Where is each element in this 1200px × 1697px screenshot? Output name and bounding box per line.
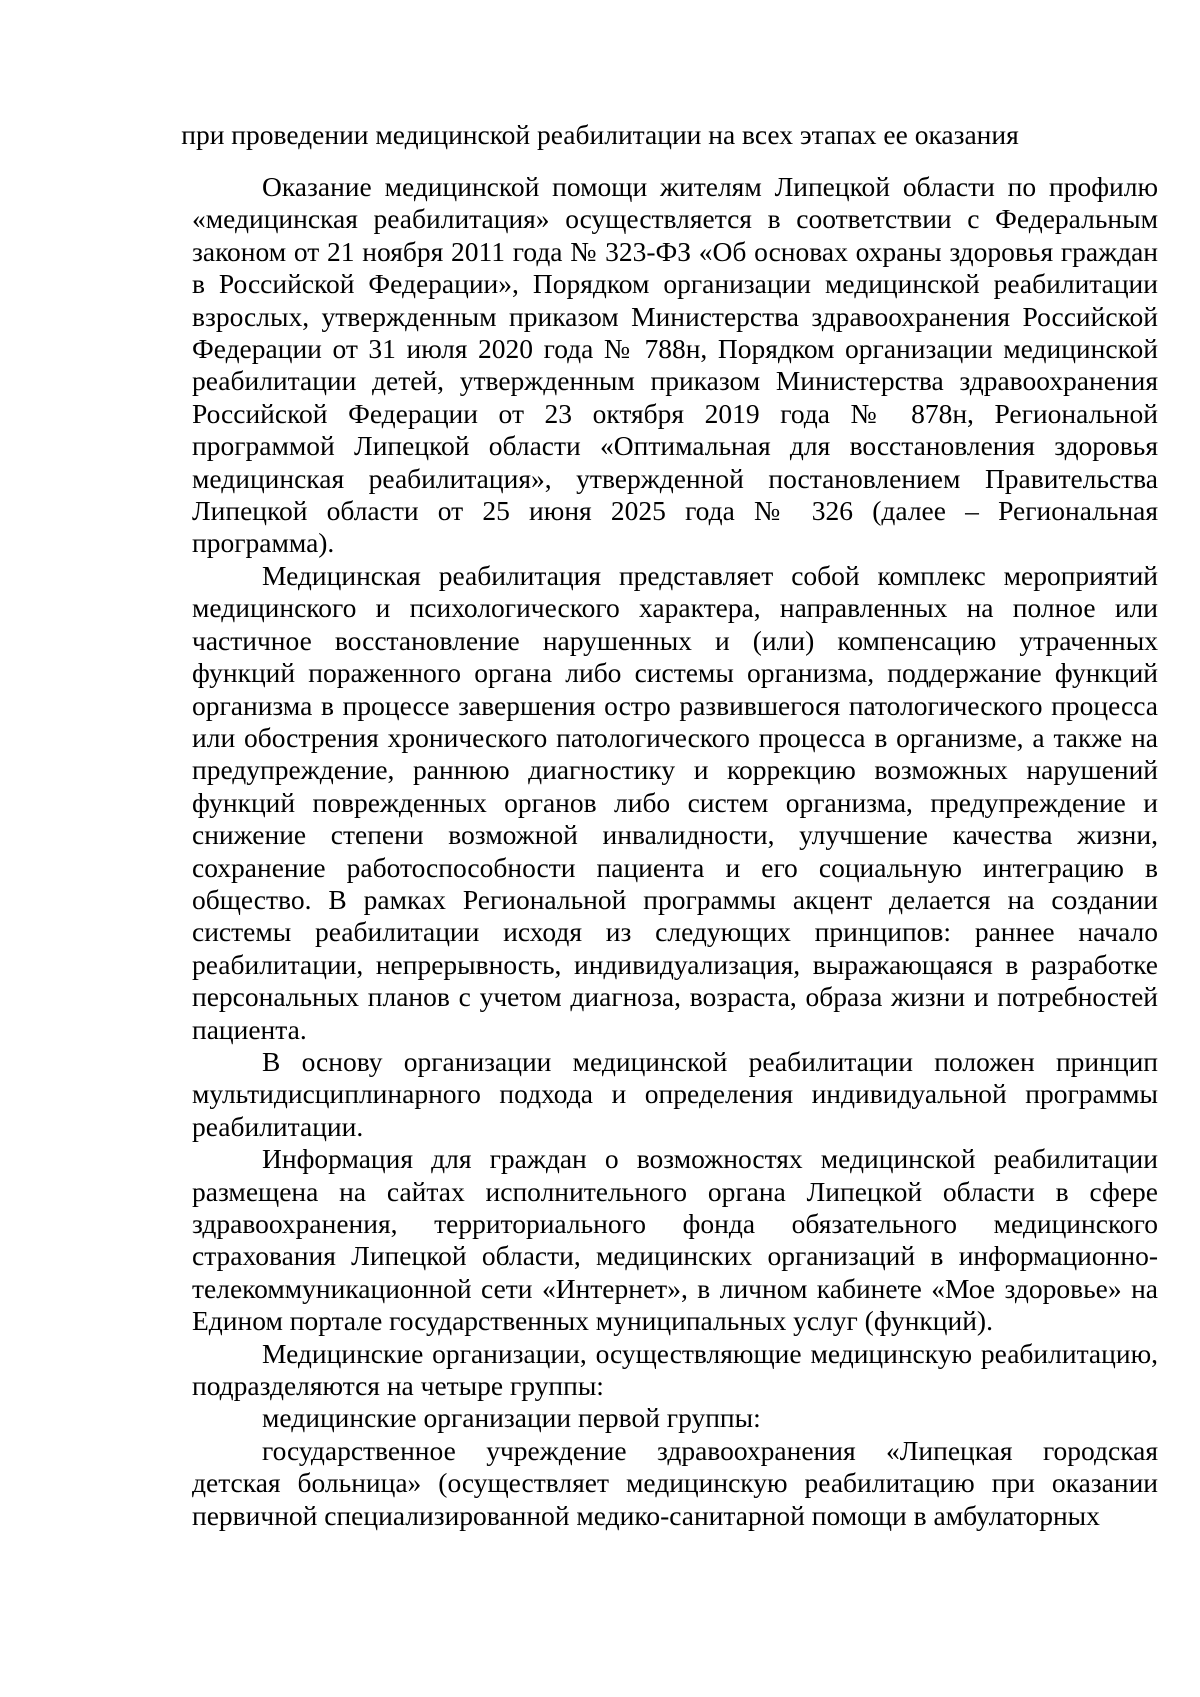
document-body <box>192 171 1158 1532</box>
document-heading: при проведении медицинской реабилитации на всех этапах ее оказания <box>181 119 1019 150</box>
paragraph-information: Информация для граждан о возможностях медицинской реабилитации размещена на сайтах исполнительного органа Липецкой области в сфере здравоохранения, территориального фонда обязательного медицинского страхования Липецкой области, медицинских организаций в информационно-телекоммуникационной сети «Интернет», в личном кабинете «Мое здоровье» на Едином портале государственных муниципальных услуг (функций). <box>192 1143 1158 1337</box>
paragraph-first-group: медицинские организации первой группы: <box>262 1402 761 1434</box>
paragraph-legal-basis: Оказание медицинской помощи жителям Липецкой области по профилю «медицинская реабилитация» осуществляется в соответствии с Федеральным законом от 21 ноября 2011 года № 323-ФЗ «Об основах охраны здоровья граждан в Российской Федерации», Порядком организации медицинской реабилитации взрослых, утвержденным приказом Министерства здравоохранения Российской Федерации от 31 июля 2020 года № 788н, Порядком организации медицинской реабилитации детей, утвержденным приказом Министерства здравоохранения Российской Федерации от 23 октября 2019 года № 878н, Региональной программой Липецкой области «Оптимальная для восстановления здоровья медицинская реабилитация», утвержденной постановлением Правительства Липецкой области от 25 июня 2025 года № 326 (далее – Региональная программа). <box>192 171 1158 559</box>
paragraph-multidisciplinary: В основу организации медицинской реабилитации положен принцип мультидисциплинарного подхода и определения индивидуальной программы реабилитации. <box>192 1045 1158 1142</box>
paragraph-rehab-definition: Медицинская реабилитация представляет собой комплекс мероприятий медицинского и психологического характера, направленных на полное или частичное восстановление нарушенных и (или) компенсацию утраченных функций пораженного органа либо системы организма, поддержание функций организма в процессе завершения остро развившегося патологического процесса или обострения хронического патологического процесса в организме, а также на предупреждение, раннюю диагностику и коррекцию возможных нарушений функций поврежденных органов либо систем организма, предупреждение и снижение степени возможной инвалидности, улучшение качества жизни, сохранение работоспособности пациента и его социальную интеграцию в общество. В рамках Региональной программы акцент делается на создании системы реабилитации исходя из следующих принципов: раннее начало реабилитации, непрерывность, индивидуализация, выражающаяся в разработке персональных планов с учетом диагноза, возраста, образа жизни и потребностей пациента. <box>192 559 1158 1045</box>
paragraph-city-childrens-hospital: государственное учреждение здравоохранения «Липецкая городская детская больница» (осуществляет медицинскую реабилитацию при оказании первичной специализированной медико-санитарной помощи в амбулаторных <box>192 1434 1158 1531</box>
paragraph-groups-intro: Медицинские организации, осуществляющие медицинскую реабилитацию, подразделяются на четыре группы: <box>192 1337 1158 1402</box>
